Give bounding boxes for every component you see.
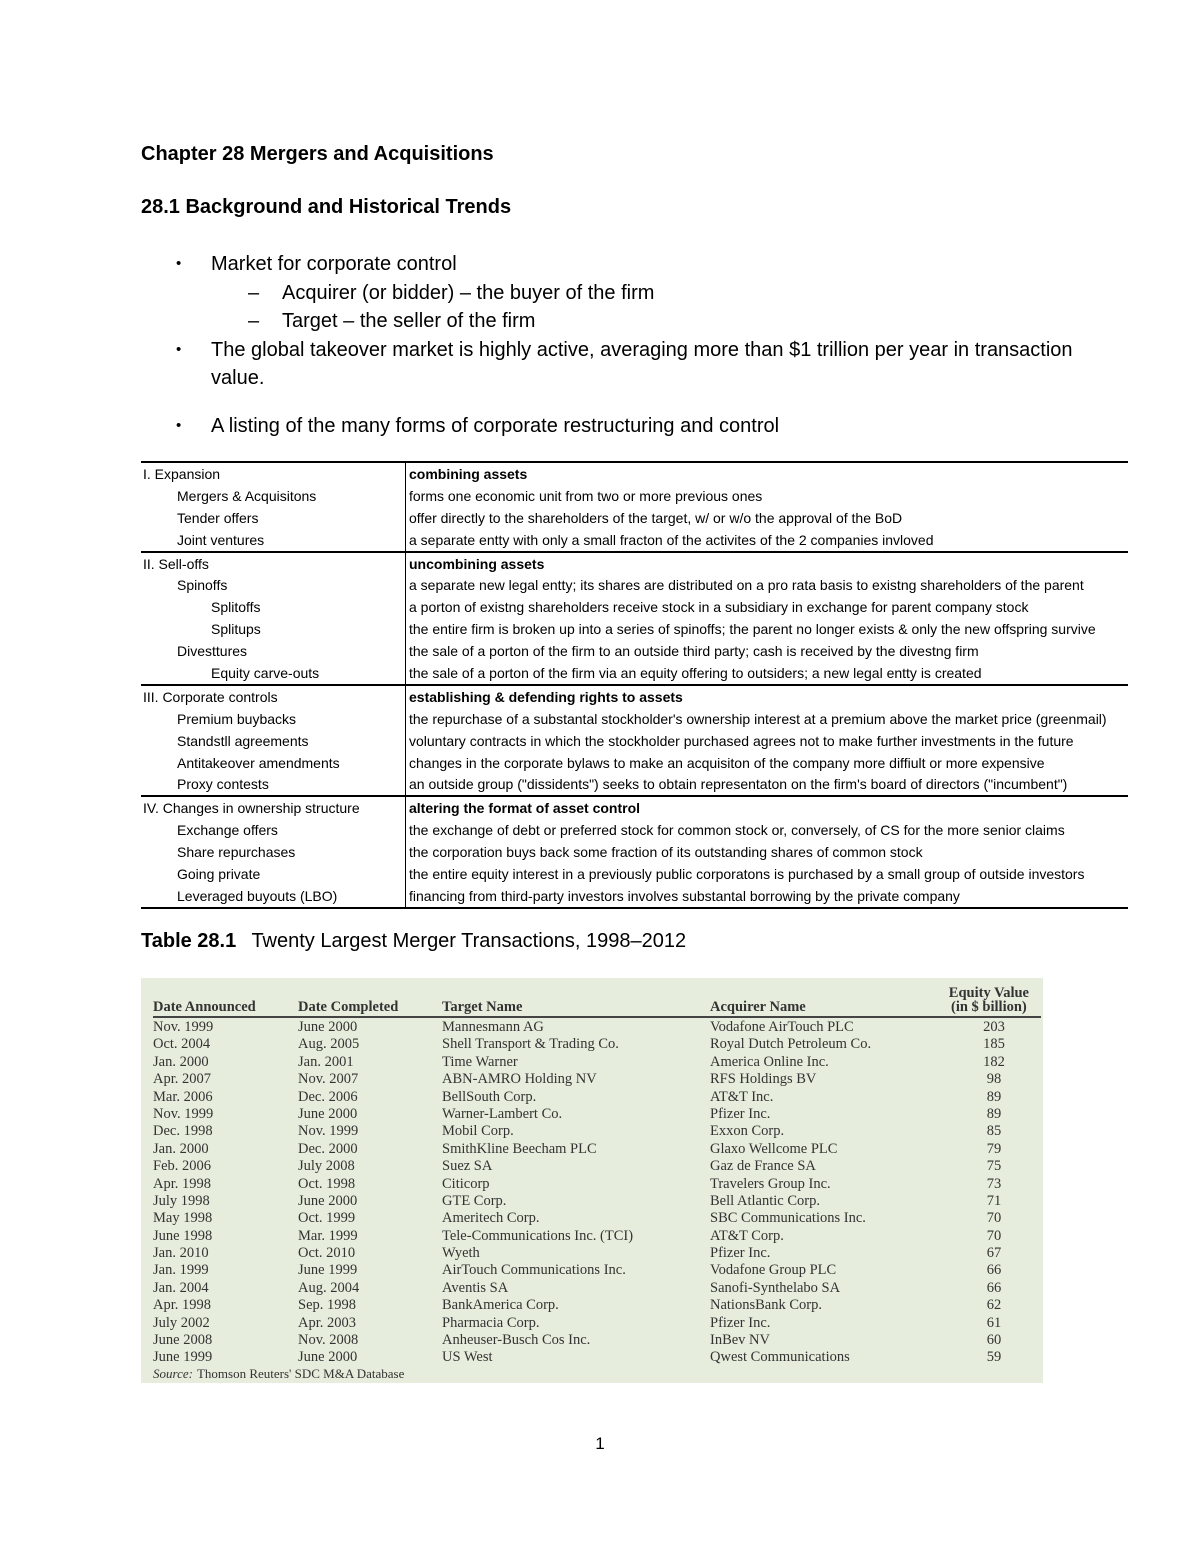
form-name: Share repurchases [177, 844, 296, 861]
acquirer-name-cell: Bell Atlantic Corp. [710, 1192, 820, 1209]
table-row [141, 574, 1128, 596]
table-row [141, 730, 1128, 752]
table-caption [141, 930, 686, 953]
date-completed-cell: Dec. 2000 [298, 1140, 358, 1157]
bullet-item [141, 336, 1101, 393]
form-name: IV. Changes in ownership structure [143, 800, 360, 817]
bullet-list [141, 250, 1101, 440]
target-name-cell: Time Warner [442, 1053, 518, 1070]
merger-table-panel [141, 978, 1043, 1383]
form-name-cell [141, 529, 406, 551]
form-name: Joint ventures [177, 531, 265, 548]
form-description: the entire equity interest in a previously public corporatons is purchased by a small group of outside investors [409, 865, 1085, 882]
form-name-cell [141, 574, 406, 596]
target-name-cell: Pharmacia Corp. [442, 1314, 540, 1331]
table-row [153, 1280, 1041, 1297]
date-completed-cell: Nov. 2008 [298, 1332, 359, 1349]
table-row [153, 1210, 1041, 1227]
date-completed-cell: Jan. 2001 [298, 1053, 354, 1070]
equity-value-cell: 89 [986, 1088, 1002, 1105]
sub-bullet-text: Acquirer (or bidder) – the buyer of the firm [282, 281, 655, 304]
form-name-cell [141, 730, 406, 752]
form-description: the corporation buys back some fraction of its outstanding shares of common stock [409, 844, 923, 861]
form-description: the entire firm is broken up into a series of spinoffs; the parent no longer exists & only the new offspring survive [409, 621, 1096, 638]
chapter-title: Chapter 28 Mergers and Acquisitions [141, 143, 494, 165]
table-row [153, 1332, 1041, 1349]
target-name-cell: Mannesmann AG [442, 1019, 544, 1035]
form-description: voluntary contracts in which the stockholder purchased agrees not to make further investments in the future [409, 732, 1074, 749]
equity-value-cell: 182 [983, 1053, 1005, 1070]
form-name: Leveraged buyouts (LBO) [177, 887, 338, 904]
target-name-cell: GTE Corp. [442, 1192, 507, 1209]
equity-value-cell: 75 [986, 1158, 1002, 1175]
form-name-cell [141, 662, 406, 684]
table-row [153, 1245, 1041, 1262]
table-row [153, 1054, 1041, 1071]
target-name-cell: Tele-Communications Inc. (TCI) [442, 1227, 634, 1244]
target-name-cell: SmithKline Beecham PLC [442, 1140, 597, 1157]
form-name-cell [141, 797, 406, 819]
table-row [141, 841, 1128, 863]
equity-value-cell: 79 [986, 1140, 1002, 1157]
section-title: 28.1 Background and Historical Trends [141, 196, 512, 218]
table-row [153, 1141, 1041, 1158]
table-row [153, 1349, 1041, 1366]
form-name-cell [141, 596, 406, 618]
target-name-cell: Suez SA [442, 1158, 493, 1175]
form-name: Exchange offers [177, 822, 278, 839]
date-completed-cell: Aug. 2004 [298, 1279, 360, 1296]
table-row [141, 485, 1128, 507]
equity-value-cell: 66 [986, 1279, 1002, 1296]
date-completed-cell: Oct. 1999 [298, 1210, 356, 1227]
date-completed-cell: Oct. 1998 [298, 1175, 356, 1192]
acquirer-name-cell: Vodafone AirTouch PLC [710, 1019, 854, 1035]
equity-value-cell: 98 [986, 1071, 1002, 1088]
form-description: financing from third-party investors involves substantal borrowing by the private company [409, 887, 960, 904]
bullet-icon: • [176, 340, 182, 358]
date-announced-cell: Dec. 1998 [153, 1123, 213, 1140]
date-completed-cell: June 2000 [298, 1192, 358, 1209]
table-row [141, 640, 1128, 662]
forms-group [141, 684, 1128, 795]
form-name: Equity carve-outs [211, 664, 320, 681]
target-name-cell: Anheuser-Busch Cos Inc. [442, 1332, 591, 1349]
form-name: II. Sell-offs [143, 555, 209, 572]
form-name-cell [141, 863, 406, 885]
restructuring-forms-table [141, 461, 1128, 909]
form-name-cell [141, 485, 406, 507]
bullet-item [141, 250, 1101, 279]
form-name: Divesttures [177, 643, 248, 660]
equity-value-cell: 89 [986, 1105, 1002, 1122]
forms-group-header-row [141, 553, 1128, 575]
acquirer-name-cell: Sanofi-Synthelabo SA [710, 1279, 841, 1296]
acquirer-name-cell: AT&T Corp. [710, 1227, 784, 1244]
acquirer-name-cell: AT&T Inc. [710, 1088, 774, 1105]
date-completed-cell: Apr. 2003 [298, 1314, 356, 1331]
date-completed-cell: July 2008 [298, 1158, 355, 1175]
form-name: Tender offers [177, 509, 259, 526]
header-equity-value-line2: (in $ billion) [951, 999, 1027, 1015]
form-description: combining assets [409, 465, 528, 482]
form-name-cell [141, 640, 406, 662]
table-row [141, 885, 1128, 907]
form-description: the exchange of debt or preferred stock for common stock or, conversely, of CS for the more senior claims [409, 822, 1065, 839]
table-row [141, 752, 1128, 774]
form-name-cell [141, 618, 406, 640]
table-row [141, 773, 1128, 795]
bullet-text: The global takeover market is highly active, averaging more than $1 trillion per year in transaction value. [211, 338, 1073, 389]
sub-bullet-text: Target – the seller of the firm [282, 310, 536, 332]
target-name-cell: Wyeth [442, 1245, 480, 1262]
acquirer-name-cell: Pfizer Inc. [710, 1314, 771, 1331]
header-equity-value [949, 986, 1029, 1014]
form-description: a separate new legal entty; its shares are distributed on a pro rata basis to existng shareholders of the parent [409, 577, 1084, 594]
form-description: a porton of existng shareholders receive stock in a subsidiary in exchange for parent company stock [409, 599, 1029, 616]
date-completed-cell: Oct. 2010 [298, 1245, 356, 1262]
target-name-cell: Aventis SA [442, 1279, 509, 1296]
date-announced-cell: Jan. 2010 [153, 1245, 209, 1262]
date-announced-cell: Apr. 2007 [153, 1071, 211, 1088]
date-completed-cell: Aug. 2005 [298, 1036, 360, 1053]
date-announced-cell: July 1998 [153, 1192, 210, 1209]
form-name: Antitakeover amendments [177, 754, 340, 771]
date-announced-cell: Nov. 1999 [153, 1105, 214, 1122]
date-announced-cell: June 1999 [153, 1349, 213, 1366]
acquirer-name-cell: NationsBank Corp. [710, 1297, 822, 1314]
bullet-text: A listing of the many forms of corporate restructuring and control [211, 414, 780, 437]
table-row [141, 819, 1128, 841]
table-title: Twenty Largest Merger Transactions, 1998–2012 [251, 930, 687, 952]
table-row [153, 1193, 1041, 1210]
table-source [153, 1366, 404, 1382]
date-completed-cell: June 2000 [298, 1019, 358, 1035]
form-name-cell [141, 686, 406, 708]
form-description: offer directly to the shareholders of the target, w/ or w/o the approval of the BoD [409, 509, 903, 526]
acquirer-name-cell: InBev NV [710, 1332, 771, 1349]
table-row [153, 1123, 1041, 1140]
form-description: the sale of a porton of the firm to an outside third party; cash is received by the divestng firm [409, 643, 979, 660]
table-label: Table 28.1 [141, 930, 237, 952]
form-name-cell [141, 463, 406, 485]
table-row [141, 529, 1128, 551]
table-row [141, 507, 1128, 529]
header-date-completed: Date Completed [298, 999, 399, 1015]
date-announced-cell: Apr. 1998 [153, 1175, 211, 1192]
table-row [153, 1262, 1041, 1279]
form-name: Spinoffs [177, 577, 228, 594]
date-announced-cell: May 1998 [153, 1210, 213, 1227]
date-announced-cell: Jan. 2000 [153, 1053, 209, 1070]
date-completed-cell: Nov. 1999 [298, 1123, 359, 1140]
form-name-cell [141, 885, 406, 907]
form-description: forms one economic unit from two or more previous ones [409, 487, 763, 504]
table-row [153, 1297, 1041, 1314]
equity-value-cell: 66 [986, 1262, 1002, 1279]
equity-value-cell: 61 [986, 1314, 1002, 1331]
acquirer-name-cell: Qwest Communications [710, 1349, 850, 1366]
form-name-cell [141, 752, 406, 774]
bullet-item [141, 412, 1101, 441]
date-completed-cell: Mar. 1999 [298, 1227, 358, 1244]
equity-value-cell: 59 [986, 1349, 1002, 1366]
merger-table-body [153, 1019, 1041, 1367]
form-description: an outside group ("dissidents") seeks to obtain representaton on the firm's board of directors ("incumbent") [409, 776, 1068, 793]
dash-icon: – [248, 281, 260, 304]
equity-value-cell: 203 [983, 1019, 1005, 1035]
form-name: Mergers & Acquisitons [177, 487, 317, 504]
form-description: uncombining assets [409, 555, 545, 572]
equity-value-cell: 185 [983, 1036, 1005, 1053]
table-row [153, 1019, 1041, 1036]
target-name-cell: BellSouth Corp. [442, 1088, 537, 1105]
table-row [153, 1071, 1041, 1088]
table-row [153, 1106, 1041, 1123]
forms-group [141, 461, 1128, 551]
form-description: altering the format of asset control [409, 800, 641, 817]
forms-group [141, 551, 1128, 684]
target-name-cell: AirTouch Communications Inc. [442, 1262, 626, 1279]
target-name-cell: ABN-AMRO Holding NV [442, 1071, 597, 1088]
acquirer-name-cell: Travelers Group Inc. [710, 1175, 831, 1192]
bullet-icon: • [176, 416, 182, 434]
date-completed-cell: Dec. 2006 [298, 1088, 358, 1105]
table-row [153, 1089, 1041, 1106]
form-name: Proxy contests [177, 776, 269, 793]
sub-bullet-item [141, 307, 1101, 336]
form-name: Going private [177, 865, 261, 882]
equity-value-cell: 70 [986, 1227, 1002, 1244]
target-name-cell: Shell Transport & Trading Co. [442, 1036, 619, 1053]
acquirer-name-cell: SBC Communications Inc. [710, 1210, 866, 1227]
form-name-cell [141, 841, 406, 863]
date-announced-cell: July 2002 [153, 1314, 210, 1331]
dash-icon: – [248, 310, 260, 332]
form-name-cell [141, 708, 406, 730]
header-equity-value-line1: Equity Value [948, 985, 1029, 1001]
acquirer-name-cell: Exxon Corp. [710, 1123, 785, 1140]
header-date-announced: Date Announced [153, 999, 256, 1015]
acquirer-name-cell: Pfizer Inc. [710, 1105, 771, 1122]
form-name-cell [141, 773, 406, 795]
date-completed-cell: June 2000 [298, 1349, 358, 1366]
table-row [153, 1315, 1041, 1332]
date-announced-cell: June 1998 [153, 1227, 213, 1244]
table-row [153, 1158, 1041, 1175]
date-announced-cell: Nov. 1999 [153, 1019, 214, 1035]
page-number: 1 [595, 1434, 605, 1453]
source-label: Source: [153, 1366, 193, 1381]
date-completed-cell: June 1999 [298, 1262, 358, 1279]
table-row [141, 662, 1128, 684]
header-acquirer-name: Acquirer Name [710, 999, 806, 1015]
source-text: Thomson Reuters' SDC M&A Database [196, 1366, 405, 1381]
equity-value-cell: 67 [986, 1245, 1002, 1262]
date-completed-cell: Sep. 1998 [298, 1297, 356, 1314]
date-announced-cell: Apr. 1998 [153, 1297, 211, 1314]
form-name: Splitups [211, 621, 261, 638]
date-announced-cell: Mar. 2006 [153, 1088, 213, 1105]
date-announced-cell: Oct. 2004 [153, 1036, 211, 1053]
form-description: the sale of a porton of the firm via an equity offering to outsiders; a new legal entty is created [409, 664, 982, 681]
forms-group-header-row [141, 463, 1128, 485]
forms-group [141, 795, 1128, 906]
form-name: Splitoffs [211, 599, 261, 616]
table-row [153, 1176, 1041, 1193]
table-row [141, 863, 1128, 885]
date-announced-cell: Jan. 2000 [153, 1140, 209, 1157]
acquirer-name-cell: Royal Dutch Petroleum Co. [710, 1036, 872, 1053]
acquirer-name-cell: Pfizer Inc. [710, 1245, 771, 1262]
forms-group-header-row [141, 686, 1128, 708]
equity-value-cell: 73 [986, 1175, 1002, 1192]
table-row [141, 708, 1128, 730]
equity-value-cell: 62 [986, 1297, 1002, 1314]
date-announced-cell: Jan. 1999 [153, 1262, 209, 1279]
header-target-name: Target Name [442, 999, 523, 1015]
bullet-icon: • [176, 255, 182, 272]
acquirer-name-cell: Vodafone Group PLC [710, 1262, 837, 1279]
form-name-cell [141, 553, 406, 575]
target-name-cell: Mobil Corp. [442, 1123, 514, 1140]
table-row [141, 618, 1128, 640]
table-row [153, 1036, 1041, 1053]
date-announced-cell: June 2008 [153, 1332, 213, 1349]
form-description: establishing & defending rights to assets [409, 688, 683, 705]
equity-value-cell: 71 [986, 1192, 1002, 1209]
equity-value-cell: 60 [986, 1332, 1002, 1349]
equity-value-cell: 85 [986, 1123, 1002, 1140]
merger-table-header [153, 985, 1041, 1018]
target-name-cell: Warner-Lambert Co. [442, 1105, 563, 1122]
target-name-cell: Citicorp [442, 1175, 490, 1192]
target-name-cell: Ameritech Corp. [442, 1210, 540, 1227]
date-completed-cell: Nov. 2007 [298, 1071, 359, 1088]
acquirer-name-cell: Gaz de France SA [710, 1158, 816, 1175]
form-description: changes in the corporate bylaws to make an acquisiton of the company more diffiult or more expensive [409, 754, 1045, 771]
form-name-cell [141, 507, 406, 529]
table-row [153, 1228, 1041, 1245]
table-row [141, 596, 1128, 618]
bullet-text: Market for corporate control [211, 253, 457, 275]
acquirer-name-cell: RFS Holdings BV [710, 1071, 817, 1088]
form-name-cell [141, 819, 406, 841]
form-name: I. Expansion [143, 465, 221, 482]
acquirer-name-cell: Glaxo Wellcome PLC [710, 1140, 838, 1157]
form-description: a separate entty with only a small fracton of the activites of the 2 companies invloved [409, 531, 934, 548]
forms-group-header-row [141, 797, 1128, 819]
date-announced-cell: Feb. 2006 [153, 1158, 211, 1175]
date-announced-cell: Jan. 2004 [153, 1279, 209, 1296]
sub-bullet-item [141, 279, 1101, 308]
equity-value-cell: 70 [986, 1210, 1002, 1227]
date-completed-cell: June 2000 [298, 1105, 358, 1122]
form-description: the repurchase of a substantal stockholder's ownership interest at a premium above the market price (greenmail) [409, 710, 1107, 727]
target-name-cell: BankAmerica Corp. [442, 1297, 559, 1314]
acquirer-name-cell: America Online Inc. [710, 1053, 829, 1070]
target-name-cell: US West [442, 1349, 493, 1366]
form-name: Premium buybacks [177, 710, 297, 727]
form-name: Standstll agreements [177, 732, 309, 749]
form-name: III. Corporate controls [143, 688, 278, 705]
